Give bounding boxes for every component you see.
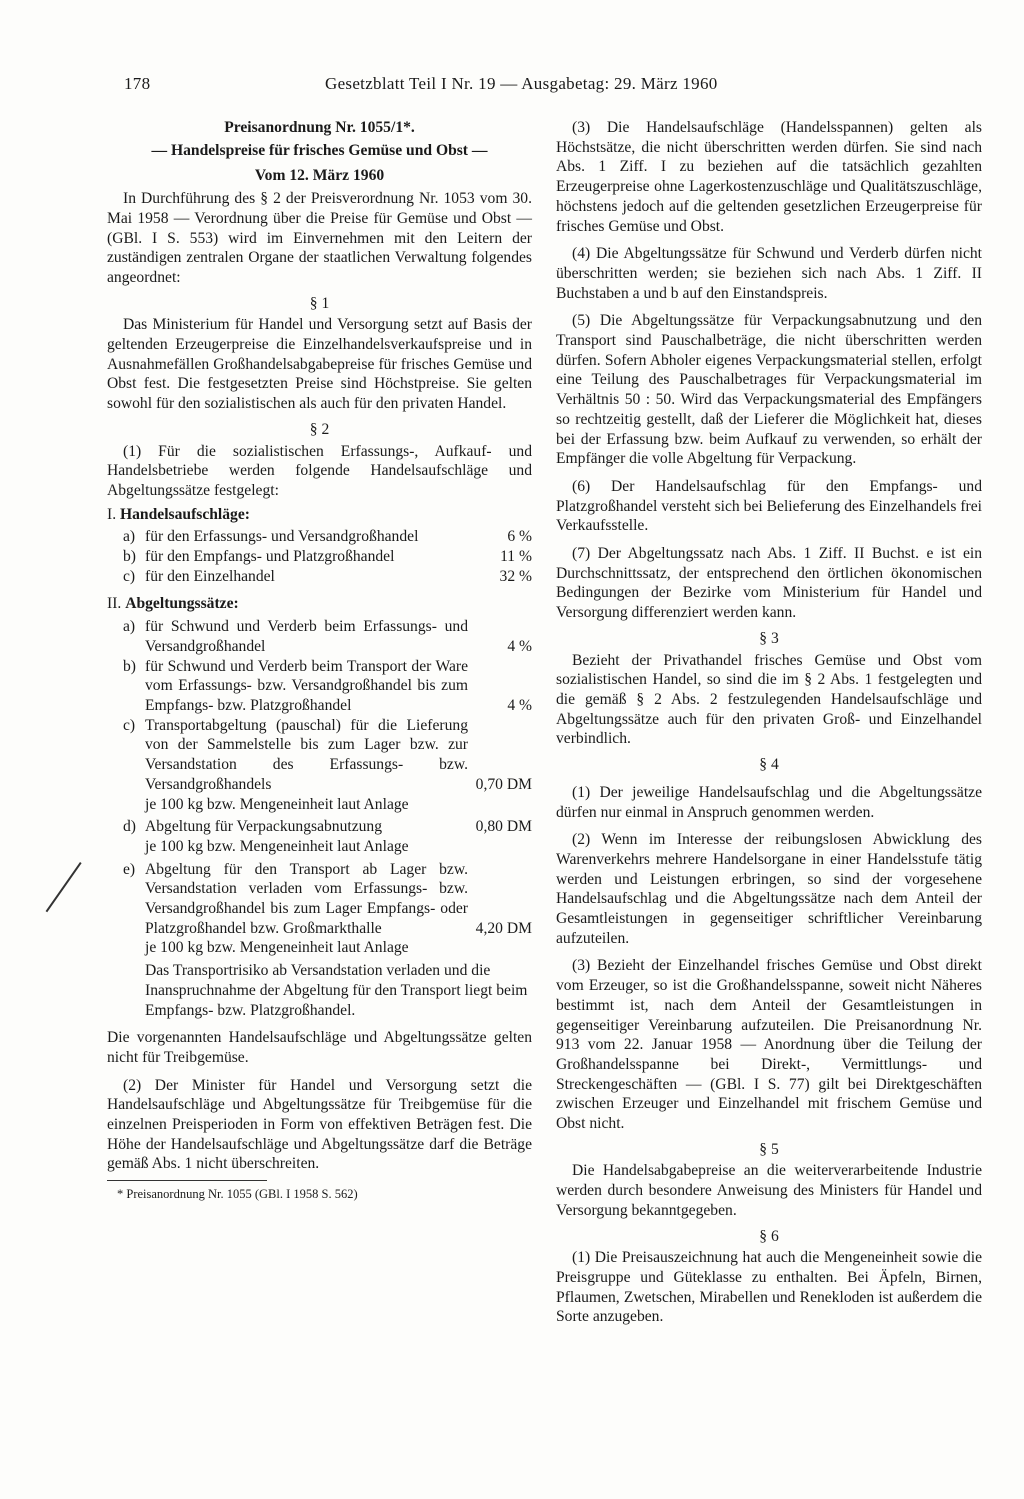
section-3-text: Bezieht der Privathandel frisches Gemüse und Obst vom sozialistischen Handel, so sind die im § 2 Abs. 1 festgelegten und die gemäß § 2 Abs. 2 festzulegenden Handelsaufschläge und Abgeltungssätze auch für den privaten Groß- und Einzelhandel verbindlich. [556,651,982,748]
list-item: b) für Schwund und Verderb beim Transport der Ware vom Erfassungs- bzw. Versandgroßhandel bis zum Empfangs- bzw. Platzgroßhandel 4 % [123,657,532,714]
section-6-heading: § 6 [759,1227,779,1245]
part-1-heading [107,505,532,525]
item-note: je 100 kg bzw. Mengeneinheit laut Anlage [145,939,409,957]
list-item: b) für den Empfangs- und Platzgroßhandel 11 % [123,548,532,566]
list-item: a) für Schwund und Verderb beim Erfassungs- und Versandgroßhandel 4 % [123,618,532,655]
ordinance-subtitle: — Handelspreise für frisches Gemüse und Obst — [151,141,488,159]
section-2-paragraph-3: (3) Die Handelsaufschläge (Handelsspannen) gelten als Höchstsätze, die nicht überschritten werden dürfen. Sie sind nach Abs. 1 Ziff. I zu beziehen auf die tatsächlich gezahlten Erzeugerpreise ohne Lagerkostenzuschläge und Qualitätszuschläge, höchstens jedoch auf die geltenden gesetzlichen Erzeugerpreise für frisches Gemüse und Obst. [556,119,982,235]
item-note: je 100 kg bzw. Mengeneinheit laut Anlage [145,837,409,855]
part-1-title: Handelsaufschläge: [120,505,250,523]
section-4-heading: § 4 [759,756,779,774]
section-2-paragraph-2: (2) Der Minister für Handel und Versorgung setzt die Handelsaufschläge und Abgeltungssätze für Treibgemüse für die einzelnen Preisperioden in Form von effektiven Beträgen fest. Die Höhe der Handelsaufschläge und Abgeltungssätze darf die Beträge gemäß Abs. 1 nicht überschreiten. [107,1076,532,1173]
list-item: c) für den Einzelhandel 32 % [123,567,532,585]
list-item: d) Abgeltung für Verpackungsabnutzung 0,80 DM [123,818,532,836]
section-4-paragraph-1: (1) Der jeweilige Handelsaufschlag und die Abgeltungssätze dürfen nur einmal in Anspruch genommen werden. [556,783,982,821]
section-1-heading: § 1 [309,294,330,312]
section-5-text: Die Handelsabgabepreise an die weiterverarbeitende Industrie werden durch besondere Anweisung des Ministers für Handel und Versorgung bekanntgegeben. [556,1162,982,1219]
section-2-paragraph-5: (5) Die Abgeltungssätze für Verpackungsabnutzung und den Transport sind Pauschalbeträge, die nicht überschritten werden dürfen. Sofern Abholer eigenes Verpackungsmaterial stellen, erfolgt eine Teilung des Pauschalbetrages für Verpackungsmaterial im Verhältnis 50 : 50. Wird das Verpackungsmaterial des Empfängers so rechtzeitig gestellt, daß der Lieferer die Möglichkeit hat, dieses bei der Erfassung bzw. beim Aufkauf zu verwenden, so erhält der Empfänger die volle Abgeltung für Verpackung. [556,312,982,468]
section-5-heading: § 5 [759,1140,779,1158]
part-2-title: Abgeltungssätze: [125,595,239,613]
footnote: * Preisanordnung Nr. 1055 (GBl. I 1958 S. 562) [117,1187,358,1202]
left-column [107,118,532,1208]
section-2-paragraph-1: (1) Für die sozialistischen Erfassungs-, Aufkauf- und Handelsbetriebe werden folgende Handelsaufschläge und Abgeltungssätze festgelegt: [107,442,532,499]
list-item: c) Transportabgeltung (pauschal) für die Lieferung von der Sammelstelle bis zum Lager bzw. zur Versandstation des Erfassungs- bzw. Versandgroßhandels 0,70 DM [123,716,532,793]
list-item: a) für den Erfassungs- und Versandgroßhandel 6 % [123,528,532,546]
ordinance-title: Preisanordnung Nr. 1055/1*. [224,119,415,136]
section-2-paragraph-7: (7) Der Abgeltungssatz nach Abs. 1 Ziff. II Buchst. e ist ein Durchschnittssatz, der entsprechend den örtlichen ökonomischen Bedingungen der Bezirke vom Ministerium für Handel und Versorgung differenziert werden kann. [556,545,982,622]
part-1-label: I. [107,505,117,523]
section-2-paragraph-6: (6) Der Handelsaufschlag für den Empfangs- und Platzgroßhandel versteht sich bei Belieferung des Einzelhandels frei Verkaufsstelle. [556,477,982,535]
right-column [556,118,982,1330]
part-2-heading [107,594,532,614]
section-6-paragraph-1: (1) Die Preisauszeichnung hat auch die Mengeneinheit sowie die Preisgruppe und Güteklasse zu enthalten. Bei Äpfeln, Birnen, Pflaumen, Zwetschen, Mirabellen und Renekloden ist außerdem die Sorte anzugeben. [556,1249,982,1326]
section-3-heading: § 3 [759,629,779,647]
section-2-heading: § 2 [309,420,330,438]
page-number: 178 [124,74,151,93]
section-4-paragraph-3: (3) Bezieht der Einzelhandel frisches Gemüse und Obst direkt vom Erzeuger, so ist die Großhandelsspanne, soweit nicht Näheres bestimmt ist, nach dem Anteil der Gesamtleistungen in gegenseitiger Vereinbarung aufzuteilen. Die Preisanordnung Nr. 913 vom 22. Januar 1958 — Anordnung über die Teilung der Großhandelsspanne bei Direkt-, Vermittlungs- und Streckengeschäften — (GBl. I S. 77) gilt bei Direktgeschäften zwischen Erzeuger und Einzelhandel mit frischem Gemüse und Obst nicht. [556,957,982,1133]
part-2-label: II. [107,595,122,613]
transport-risk-note: Das Transportrisiko ab Versandstation verladen und die Inanspruchnahme der Abgeltung für den Transport liegt beim Empfangs- bzw. Platzgroßhandel. [145,962,528,1019]
margin-pen-mark [46,862,82,912]
ordinance-date: Vom 12. März 1960 [254,167,385,185]
running-title: Gesetzblatt Teil I Nr. 19 — Ausgabetag: 29. März 1960 [325,74,718,93]
list-item: e) Abgeltung für den Transport ab Lager bzw. Versandstation verladen vom Erfassungs- bzw. Versandgroßhandel bis zum Lager Empfangs- oder Platzgroßhandel bzw. Großmarkthalle 4,20 DM [123,860,532,937]
item-note: je 100 kg bzw. Mengeneinheit laut Anlage [145,795,409,813]
section-4-paragraph-2: (2) Wenn im Interesse der reibungslosen Abwicklung des Warenverkehrs mehrere Handelsorgane in einer Handelsstufe tätig werden und Leistungen erbringen, so sind der vorgesehene Handelsaufschlag und die Abgeltungssätze nach dem Anteil der Gesamtleistungen in gegenseitiger schriftlicher Vereinbarung aufzuteilen. [556,831,982,947]
footnote-divider [107,1180,267,1181]
intro-paragraph: In Durchführung des § 2 der Preisverordnung Nr. 1053 vom 30. Mai 1958 — Verordnung über die Preise für Gemüse und Obst — (GBl. I S. 553) wird im Einvernehmen mit den Leitern der zuständigen zentralen Organe der staatlichen Verwaltung folgendes angeordnet: [107,190,532,286]
treibgemuese-paragraph: Die vorgenannten Handelsaufschläge und Abgeltungssätze gelten nicht für Treibgemüse. [107,1029,532,1066]
section-2-paragraph-4: (4) Die Abgeltungssätze für Schwund und Verderb dürfen nicht überschritten werden; sie beziehen sich nach Abs. 1 Ziff. II Buchstaben a und b auf den Einstandspreis. [556,245,982,302]
section-1-text: Das Ministerium für Handel und Versorgung setzt auf Basis der geltenden Erzeugerpreise die Einzelhandelsverkaufspreise und in Ausnahmefällen Großhandelsabgabepreise für frisches Gemüse und Obst fest. Die festgesetzten Preise sind Höchstpreise. Sie gelten sowohl für den sozialistischen als auch für den privaten Handel. [107,316,532,413]
